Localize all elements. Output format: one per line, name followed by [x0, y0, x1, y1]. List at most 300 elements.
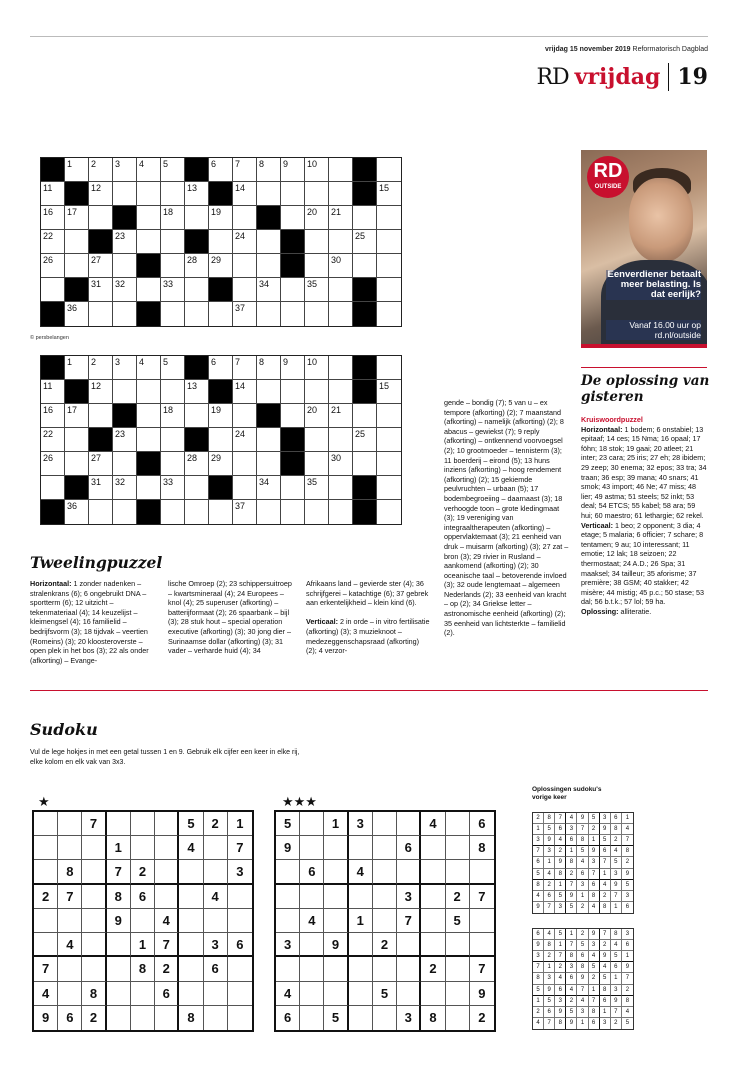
sudoku-cell[interactable]	[131, 1006, 155, 1030]
sudoku-cell[interactable]	[228, 885, 252, 909]
sudoku-cell[interactable]	[349, 1006, 373, 1030]
crossword-cell[interactable]	[65, 452, 89, 476]
crossword-cell[interactable]	[137, 158, 161, 182]
crossword-cell[interactable]	[257, 500, 281, 524]
solution-cell: 7	[533, 962, 544, 973]
crossword-cell[interactable]	[185, 476, 209, 500]
sudoku-cell[interactable]	[107, 933, 131, 957]
crossword-cell[interactable]	[161, 404, 185, 428]
sudoku-cell[interactable]	[397, 933, 421, 957]
sudoku-cell[interactable]	[397, 982, 421, 1006]
sudoku-cell[interactable]	[34, 812, 58, 836]
crossword-cell[interactable]	[89, 254, 113, 278]
sudoku-cell[interactable]	[58, 812, 82, 836]
sudoku-cell[interactable]	[107, 982, 131, 1006]
crossword-cell[interactable]	[137, 428, 161, 452]
clue-number: 37	[235, 303, 246, 313]
sudoku-cell[interactable]	[228, 909, 252, 933]
sudoku-cell[interactable]	[324, 836, 348, 860]
crossword-cell[interactable]	[233, 182, 257, 206]
sudoku-cell[interactable]	[204, 982, 228, 1006]
crossword-cell[interactable]	[233, 404, 257, 428]
solution-cell: 4	[600, 880, 611, 891]
crossword-cell[interactable]	[41, 428, 65, 452]
crossword-cell[interactable]	[161, 158, 185, 182]
sudoku-cell[interactable]	[82, 885, 106, 909]
sudoku-cell[interactable]	[324, 885, 348, 909]
crossword-cell[interactable]	[257, 452, 281, 476]
sudoku-cell[interactable]	[300, 1006, 324, 1030]
sudoku-cell[interactable]	[107, 1006, 131, 1030]
crossword-cell[interactable]	[305, 158, 329, 182]
sudoku-cell[interactable]	[349, 885, 373, 909]
crossword-cell[interactable]	[257, 182, 281, 206]
black-square	[185, 428, 209, 452]
crossword-cell[interactable]	[329, 428, 353, 452]
sudoku-cell[interactable]	[373, 885, 397, 909]
crossword-cell[interactable]	[233, 230, 257, 254]
crossword-cell[interactable]	[329, 500, 353, 524]
solution-cell: 8	[533, 973, 544, 984]
crossword-cell[interactable]	[233, 254, 257, 278]
crossword-cell[interactable]	[377, 404, 401, 428]
sudoku-cell[interactable]	[300, 933, 324, 957]
crossword-cell[interactable]	[305, 356, 329, 380]
sudoku-cell[interactable]	[82, 957, 106, 981]
crossword-cell[interactable]	[353, 452, 377, 476]
sudoku-cell[interactable]	[300, 885, 324, 909]
crossword-cell[interactable]	[377, 428, 401, 452]
sudoku-cell[interactable]	[155, 1006, 179, 1030]
crossword-cell[interactable]	[89, 500, 113, 524]
sudoku-cell[interactable]	[82, 860, 106, 884]
crossword-cell[interactable]	[281, 158, 305, 182]
crossword-cell[interactable]	[65, 230, 89, 254]
crossword-cell[interactable]	[161, 500, 185, 524]
sudoku-cell[interactable]	[349, 982, 373, 1006]
crossword-cell[interactable]	[353, 206, 377, 230]
crossword-cell[interactable]	[377, 158, 401, 182]
crossword-cell[interactable]	[329, 230, 353, 254]
sudoku-cell[interactable]	[179, 885, 203, 909]
crossword-cell[interactable]	[377, 206, 401, 230]
crossword-cell[interactable]	[377, 500, 401, 524]
crossword-cell[interactable]	[257, 356, 281, 380]
sudoku-cell[interactable]	[300, 836, 324, 860]
sudoku-cell[interactable]	[82, 909, 106, 933]
crossword-cell[interactable]	[305, 254, 329, 278]
sudoku-cell[interactable]	[179, 933, 203, 957]
sudoku-cell[interactable]	[179, 909, 203, 933]
black-square	[65, 278, 89, 302]
crossword-cell[interactable]	[329, 380, 353, 404]
solution-cell: 2	[533, 1007, 544, 1018]
crossword-cell[interactable]	[161, 476, 185, 500]
crossword-cell[interactable]	[377, 230, 401, 254]
crossword-cell[interactable]	[185, 206, 209, 230]
sudoku-cell[interactable]	[446, 957, 470, 981]
sudoku-cell[interactable]	[373, 1006, 397, 1030]
crossword-cell[interactable]	[305, 182, 329, 206]
crossword-cell[interactable]	[257, 254, 281, 278]
crossword-cell[interactable]	[233, 278, 257, 302]
solution-cell: 3	[600, 813, 611, 824]
crossword-cell[interactable]	[353, 404, 377, 428]
sudoku-cell[interactable]	[204, 909, 228, 933]
sudoku-cell[interactable]	[397, 957, 421, 981]
crossword-cell[interactable]	[257, 476, 281, 500]
crossword-cell[interactable]	[137, 230, 161, 254]
crossword-cell[interactable]	[89, 206, 113, 230]
crossword-cell[interactable]	[89, 302, 113, 326]
crossword-cell[interactable]	[161, 302, 185, 326]
crossword-cell[interactable]	[353, 254, 377, 278]
crossword-cell[interactable]	[161, 230, 185, 254]
clue-number: 5	[163, 159, 169, 169]
crossword-cell[interactable]	[65, 158, 89, 182]
crossword-cell[interactable]	[377, 356, 401, 380]
sudoku-cell[interactable]	[349, 933, 373, 957]
crossword-cell[interactable]	[233, 452, 257, 476]
crossword-cell[interactable]	[329, 182, 353, 206]
sudoku-cell[interactable]	[470, 933, 494, 957]
crossword-cell[interactable]	[305, 476, 329, 500]
crossword-cell[interactable]	[329, 158, 353, 182]
crossword-cell[interactable]	[377, 278, 401, 302]
crossword-cell[interactable]	[185, 404, 209, 428]
sudoku-cell[interactable]	[470, 909, 494, 933]
crossword-cell[interactable]	[329, 206, 353, 230]
sudoku-cell[interactable]	[446, 1006, 470, 1030]
crossword-cell[interactable]	[233, 380, 257, 404]
crossword-cell[interactable]	[137, 404, 161, 428]
sudoku-cell: 7	[470, 957, 494, 981]
crossword-cell[interactable]	[137, 356, 161, 380]
sudoku-cell[interactable]	[373, 957, 397, 981]
crossword-cell[interactable]	[377, 452, 401, 476]
sudoku-cell[interactable]	[421, 885, 445, 909]
sudoku-cell[interactable]	[155, 860, 179, 884]
crossword-cell[interactable]	[41, 230, 65, 254]
crossword-cell[interactable]	[281, 182, 305, 206]
sudoku-cell[interactable]	[324, 957, 348, 981]
sudoku-cell[interactable]	[300, 812, 324, 836]
clue-number: 21	[331, 207, 342, 217]
sudoku-cell[interactable]	[228, 1006, 252, 1030]
sudoku-cell[interactable]	[421, 933, 445, 957]
crossword-cell[interactable]	[113, 158, 137, 182]
crossword-cell[interactable]	[89, 158, 113, 182]
sudoku-cell[interactable]	[58, 836, 82, 860]
crossword-cell[interactable]	[281, 380, 305, 404]
crossword-cell[interactable]	[209, 206, 233, 230]
crossword-cell[interactable]	[305, 380, 329, 404]
crossword-cell[interactable]	[257, 302, 281, 326]
crossword-cell[interactable]	[65, 404, 89, 428]
sudoku-cell: 6	[397, 836, 421, 860]
crossword-cell[interactable]	[185, 452, 209, 476]
crossword-cell[interactable]	[89, 356, 113, 380]
crossword-cell[interactable]	[161, 356, 185, 380]
crossword-cell[interactable]	[161, 206, 185, 230]
crossword-cell[interactable]	[161, 380, 185, 404]
sudoku-cell[interactable]	[204, 860, 228, 884]
sudoku-cell[interactable]	[373, 860, 397, 884]
sudoku-cell[interactable]	[373, 909, 397, 933]
sudoku-cell[interactable]	[228, 957, 252, 981]
logo-divider	[668, 63, 669, 91]
crossword-cell[interactable]	[329, 254, 353, 278]
crossword-cell[interactable]	[41, 182, 65, 206]
black-square	[41, 302, 65, 326]
crossword-cell[interactable]	[329, 476, 353, 500]
crossword-cell[interactable]	[113, 230, 137, 254]
sudoku-cell[interactable]	[373, 812, 397, 836]
crossword-cell[interactable]	[113, 380, 137, 404]
sudoku-cell[interactable]	[446, 812, 470, 836]
crossword-cell[interactable]	[281, 356, 305, 380]
crossword-cell[interactable]	[41, 206, 65, 230]
sudoku-cell[interactable]	[276, 909, 300, 933]
sudoku-cell[interactable]	[34, 860, 58, 884]
clue-number: 35	[307, 279, 318, 289]
sudoku-cell[interactable]	[421, 836, 445, 860]
solution-cell: 7	[544, 1018, 555, 1029]
crossword-cell[interactable]	[41, 404, 65, 428]
sudoku-cell[interactable]	[179, 957, 203, 981]
sudoku-cell[interactable]	[446, 982, 470, 1006]
crossword-cell[interactable]	[209, 158, 233, 182]
crossword-cell[interactable]	[377, 302, 401, 326]
crossword-cell[interactable]	[41, 452, 65, 476]
crossword-cell[interactable]	[65, 428, 89, 452]
crossword-cell[interactable]	[89, 404, 113, 428]
solution-text	[581, 415, 707, 616]
crossword-cell[interactable]	[305, 206, 329, 230]
crossword-cell[interactable]	[377, 254, 401, 278]
solution-grid-2	[532, 928, 634, 1030]
crossword-cell[interactable]	[113, 452, 137, 476]
crossword-cell[interactable]	[113, 500, 137, 524]
crossword-cell[interactable]	[113, 356, 137, 380]
crossword-cell[interactable]	[89, 278, 113, 302]
crossword-cell[interactable]	[65, 356, 89, 380]
crossword-cell[interactable]	[281, 500, 305, 524]
crossword-cell[interactable]	[209, 452, 233, 476]
crossword-cell[interactable]	[209, 356, 233, 380]
crossword-cell[interactable]	[305, 302, 329, 326]
sudoku-cell[interactable]	[446, 836, 470, 860]
crossword-cell[interactable]	[89, 452, 113, 476]
crossword-cell[interactable]	[329, 302, 353, 326]
crossword-cell[interactable]	[281, 278, 305, 302]
solution-cell: 9	[577, 973, 588, 984]
crossword-cell[interactable]	[113, 182, 137, 206]
sudoku-cell[interactable]	[131, 909, 155, 933]
crossword-cell[interactable]	[377, 182, 401, 206]
crossword-cell[interactable]	[185, 278, 209, 302]
crossword-cell[interactable]	[137, 278, 161, 302]
sudoku-cell[interactable]	[179, 860, 203, 884]
crossword-cell[interactable]	[185, 500, 209, 524]
black-square	[65, 380, 89, 404]
solution-cell: 7	[600, 929, 611, 940]
sudoku-cell[interactable]	[155, 885, 179, 909]
black-square	[353, 476, 377, 500]
sudoku-cell[interactable]	[421, 982, 445, 1006]
sudoku-cell[interactable]	[421, 860, 445, 884]
sudoku-cell: 2	[82, 1006, 106, 1030]
crossword-cell[interactable]	[233, 476, 257, 500]
sudoku-cell[interactable]	[373, 836, 397, 860]
crossword-cell[interactable]	[329, 452, 353, 476]
crossword-cell[interactable]	[329, 404, 353, 428]
sudoku-cell[interactable]	[421, 909, 445, 933]
clue-number: 33	[163, 279, 174, 289]
crossword-cell[interactable]	[41, 278, 65, 302]
crossword-cell[interactable]	[329, 278, 353, 302]
crossword-cell[interactable]	[185, 380, 209, 404]
crossword-cell[interactable]	[41, 380, 65, 404]
sudoku-cell[interactable]	[34, 933, 58, 957]
crossword-cell[interactable]	[185, 302, 209, 326]
crossword-cell[interactable]	[257, 230, 281, 254]
sudoku-cell[interactable]	[131, 812, 155, 836]
sudoku-cell[interactable]	[446, 933, 470, 957]
sudoku-cell[interactable]	[155, 812, 179, 836]
solution-v-lead: Verticaal:	[581, 520, 613, 530]
crossword-cell[interactable]	[113, 254, 137, 278]
sudoku-cell[interactable]	[324, 982, 348, 1006]
crossword-cell[interactable]	[281, 476, 305, 500]
crossword-cell[interactable]	[185, 182, 209, 206]
crossword-cell[interactable]	[65, 206, 89, 230]
sudoku-cell[interactable]	[34, 909, 58, 933]
crossword-cell[interactable]	[377, 380, 401, 404]
crossword-cell[interactable]	[305, 278, 329, 302]
crossword-cell[interactable]	[113, 278, 137, 302]
crossword-cell[interactable]	[305, 500, 329, 524]
sudoku-cell[interactable]	[300, 957, 324, 981]
sudoku-cell[interactable]	[58, 982, 82, 1006]
crossword-cell[interactable]	[41, 254, 65, 278]
sudoku-cell[interactable]	[470, 860, 494, 884]
crossword-cell[interactable]	[305, 428, 329, 452]
sudoku-cell[interactable]	[58, 909, 82, 933]
sudoku-cell[interactable]	[131, 982, 155, 1006]
crossword-cell[interactable]	[305, 230, 329, 254]
crossword-cell[interactable]	[257, 278, 281, 302]
crossword-cell[interactable]	[89, 182, 113, 206]
outside-advert[interactable]	[581, 150, 707, 348]
crossword-cell[interactable]	[41, 476, 65, 500]
crossword-cell[interactable]	[89, 380, 113, 404]
sudoku-cell[interactable]	[204, 1006, 228, 1030]
crossword-cell[interactable]	[257, 380, 281, 404]
crossword-cell[interactable]	[233, 356, 257, 380]
crossword-cell[interactable]	[233, 500, 257, 524]
clue-number: 14	[235, 183, 246, 193]
sudoku-cell[interactable]	[107, 957, 131, 981]
crossword-cell[interactable]	[65, 254, 89, 278]
crossword-cell[interactable]	[281, 206, 305, 230]
crossword-cell[interactable]	[209, 500, 233, 524]
solution-cell: 5	[625, 1020, 630, 1027]
sudoku-cell[interactable]	[324, 909, 348, 933]
sudoku-cell[interactable]	[82, 933, 106, 957]
crossword-cell[interactable]	[209, 254, 233, 278]
sudoku-cell[interactable]	[349, 836, 373, 860]
crossword-cell[interactable]	[209, 428, 233, 452]
crossword-cell[interactable]	[161, 182, 185, 206]
crossword-cell[interactable]	[113, 428, 137, 452]
crossword-cell[interactable]	[233, 428, 257, 452]
crossword-cell[interactable]	[257, 158, 281, 182]
crossword-cell[interactable]	[329, 356, 353, 380]
sudoku-cell[interactable]	[276, 957, 300, 981]
crossword-cell[interactable]	[305, 452, 329, 476]
sudoku-cell[interactable]	[179, 982, 203, 1006]
crossword-cell[interactable]	[161, 428, 185, 452]
crossword-cell[interactable]	[281, 302, 305, 326]
crossword-cell[interactable]	[257, 428, 281, 452]
solution-cell: 2	[600, 891, 611, 902]
crossword-cell[interactable]	[89, 476, 113, 500]
crossword-cell[interactable]	[209, 302, 233, 326]
crossword-cell[interactable]	[353, 428, 377, 452]
solution-cell: 5	[533, 869, 544, 880]
crossword-cell[interactable]	[353, 230, 377, 254]
sudoku-cell[interactable]	[397, 860, 421, 884]
crossword-cell[interactable]	[209, 404, 233, 428]
sudoku-cell[interactable]	[131, 836, 155, 860]
crossword-cell[interactable]	[65, 500, 89, 524]
crossword-cell[interactable]	[281, 404, 305, 428]
crossword-cell[interactable]	[233, 302, 257, 326]
sudoku-cell[interactable]	[446, 860, 470, 884]
sudoku-cell[interactable]	[300, 982, 324, 1006]
crossword-cell[interactable]	[185, 254, 209, 278]
sudoku-cell[interactable]	[155, 836, 179, 860]
crossword-cell[interactable]	[137, 476, 161, 500]
sudoku-cell[interactable]	[228, 982, 252, 1006]
sudoku-cell[interactable]	[397, 812, 421, 836]
crossword-cell[interactable]	[113, 302, 137, 326]
crossword-cell[interactable]	[233, 158, 257, 182]
crossword-cell[interactable]	[305, 404, 329, 428]
crossword-cell[interactable]	[161, 452, 185, 476]
sudoku-cell[interactable]	[82, 836, 106, 860]
crossword-cell[interactable]	[161, 254, 185, 278]
sudoku-cell[interactable]	[58, 957, 82, 981]
crossword-cell[interactable]	[137, 206, 161, 230]
sudoku-cell[interactable]	[276, 885, 300, 909]
crossword-cell[interactable]	[161, 278, 185, 302]
crossword-cell[interactable]	[137, 182, 161, 206]
crossword-cell[interactable]	[209, 230, 233, 254]
sudoku-cell[interactable]	[34, 836, 58, 860]
sudoku-cell[interactable]	[324, 860, 348, 884]
sudoku-cell[interactable]	[107, 812, 131, 836]
crossword-cell[interactable]	[377, 476, 401, 500]
sudoku-cell[interactable]	[276, 860, 300, 884]
sudoku-cell[interactable]	[349, 957, 373, 981]
crossword-cell[interactable]	[113, 476, 137, 500]
crossword-cell[interactable]	[137, 380, 161, 404]
crossword-cell[interactable]	[65, 302, 89, 326]
sudoku-cell[interactable]	[204, 836, 228, 860]
crossword-cell[interactable]	[233, 206, 257, 230]
